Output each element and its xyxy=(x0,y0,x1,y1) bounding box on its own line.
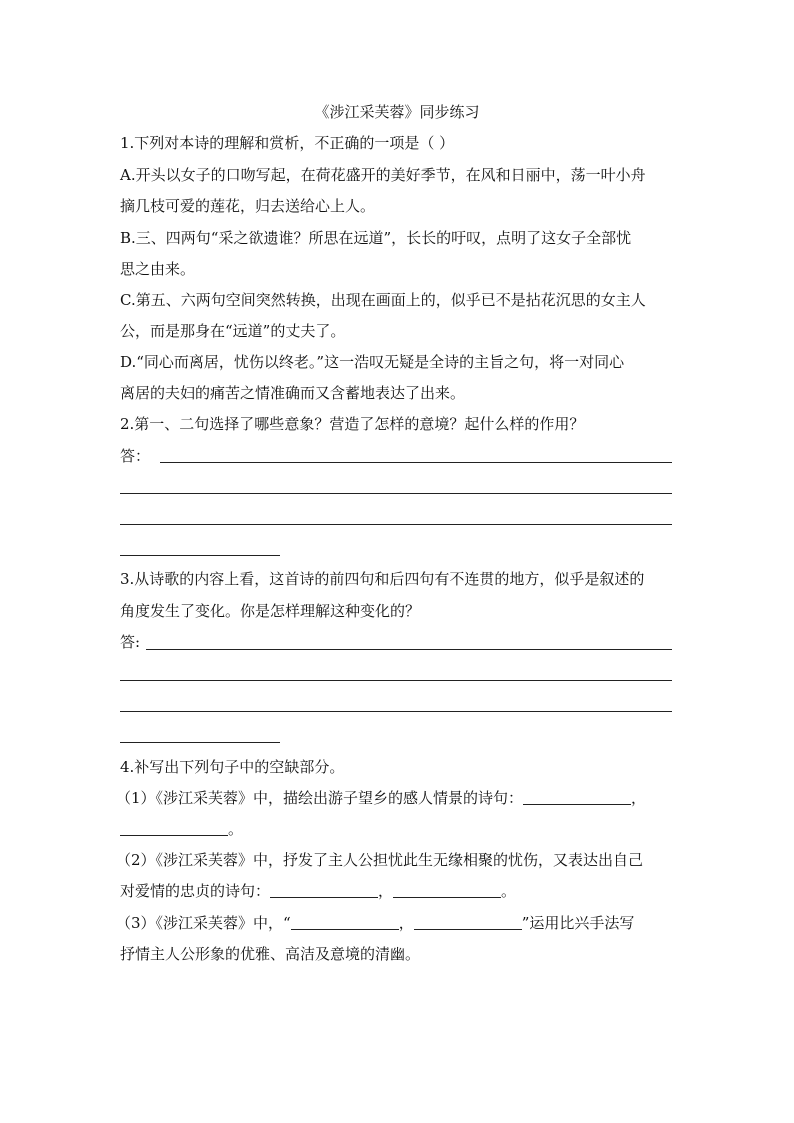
answer-label: 答: xyxy=(120,633,141,651)
answer-line[interactable] xyxy=(120,493,672,494)
blank[interactable] xyxy=(393,882,501,898)
blank[interactable] xyxy=(270,882,378,898)
comma: ， xyxy=(398,914,414,932)
question-1-stem: 1.下列对本诗的理解和赏析，不正确的一项是（ ） xyxy=(120,134,455,152)
answer-line[interactable] xyxy=(120,680,672,681)
question-3-stem-line2: 角度发生了变化。你是怎样理解这种变化的？ xyxy=(120,602,421,620)
page-title: 《涉江采芙蓉》同步练习 xyxy=(314,103,480,121)
option-c-line2: 公，而是那身在“远道”的丈夫了。 xyxy=(120,322,346,340)
sentence-1 xyxy=(116,788,646,808)
period: 。 xyxy=(501,882,517,900)
answer-line[interactable] xyxy=(120,524,672,525)
question-3-stem-line1: 3.从诗歌的内容上看，这首诗的前四句和后四句有不连贯的地方，似乎是叙述的 xyxy=(120,570,645,588)
answer-label: 答： xyxy=(120,447,151,465)
sentence-3-post: ”运用比兴手法写 xyxy=(521,914,635,932)
option-c-line1: C.第五、六两句空间突然转换，出现在画面上的，似乎已不是拈花沉思的女主人 xyxy=(120,291,646,309)
comma: ， xyxy=(378,882,394,900)
option-a-line1: A.开头以女子的口吻写起，在荷花盛开的美好季节，在风和日丽中，荡一叶小舟 xyxy=(120,166,646,184)
blank[interactable] xyxy=(120,820,228,836)
option-b-line2: 思之由来。 xyxy=(120,260,196,278)
answer-line[interactable] xyxy=(120,742,280,743)
sentence-3-line2: 抒情主人公形象的优雅、高洁及意境的清幽。 xyxy=(120,945,421,963)
blank[interactable] xyxy=(523,789,631,805)
sentence-2-line2 xyxy=(120,881,516,901)
option-d-line1: D.“同心而离居，忧伤以终老。”这一浩叹无疑是全诗的主旨之句，将一对同心 xyxy=(120,353,625,371)
option-b-line1: B.三、四两句“采之欲遗谁？所思在远道”，长长的吁叹，点明了这女子全部忧 xyxy=(120,229,632,247)
period: 。 xyxy=(228,820,244,838)
blank[interactable] xyxy=(291,914,399,930)
blank[interactable] xyxy=(414,914,522,930)
answer-line[interactable] xyxy=(120,711,672,712)
sentence-2-text: 对爱情的忠贞的诗句： xyxy=(120,882,271,900)
sentence-1-text: （1）《涉江采芙蓉》中，描绘出游子望乡的感人情景的诗句： xyxy=(116,789,524,807)
answer-line[interactable] xyxy=(120,555,280,556)
question-2-stem: 2.第一、二句选择了哪些意象？营造了怎样的意境？起什么样的作用？ xyxy=(120,415,585,433)
option-a-line2: 摘几枝可爱的莲花，归去送给心上人。 xyxy=(120,197,376,215)
answer-line[interactable] xyxy=(160,462,672,463)
answer-line[interactable] xyxy=(146,649,672,650)
question-4-stem: 4.补写出下列句子中的空缺部分。 xyxy=(120,758,345,776)
sentence-1-line2 xyxy=(120,819,243,839)
sentence-2-line1: （2）《涉江采芙蓉》中，抒发了主人公担忧此生无缘相聚的忧伤，又表达出自己 xyxy=(116,851,644,869)
option-d-line2: 离居的夫妇的痛苦之情准确而又含蓄地表达了出来。 xyxy=(120,384,466,402)
sentence-3-pre: （3）《涉江采芙蓉》中，“ xyxy=(116,914,291,932)
sentence-3-line1 xyxy=(116,913,634,933)
comma: ， xyxy=(631,789,647,807)
